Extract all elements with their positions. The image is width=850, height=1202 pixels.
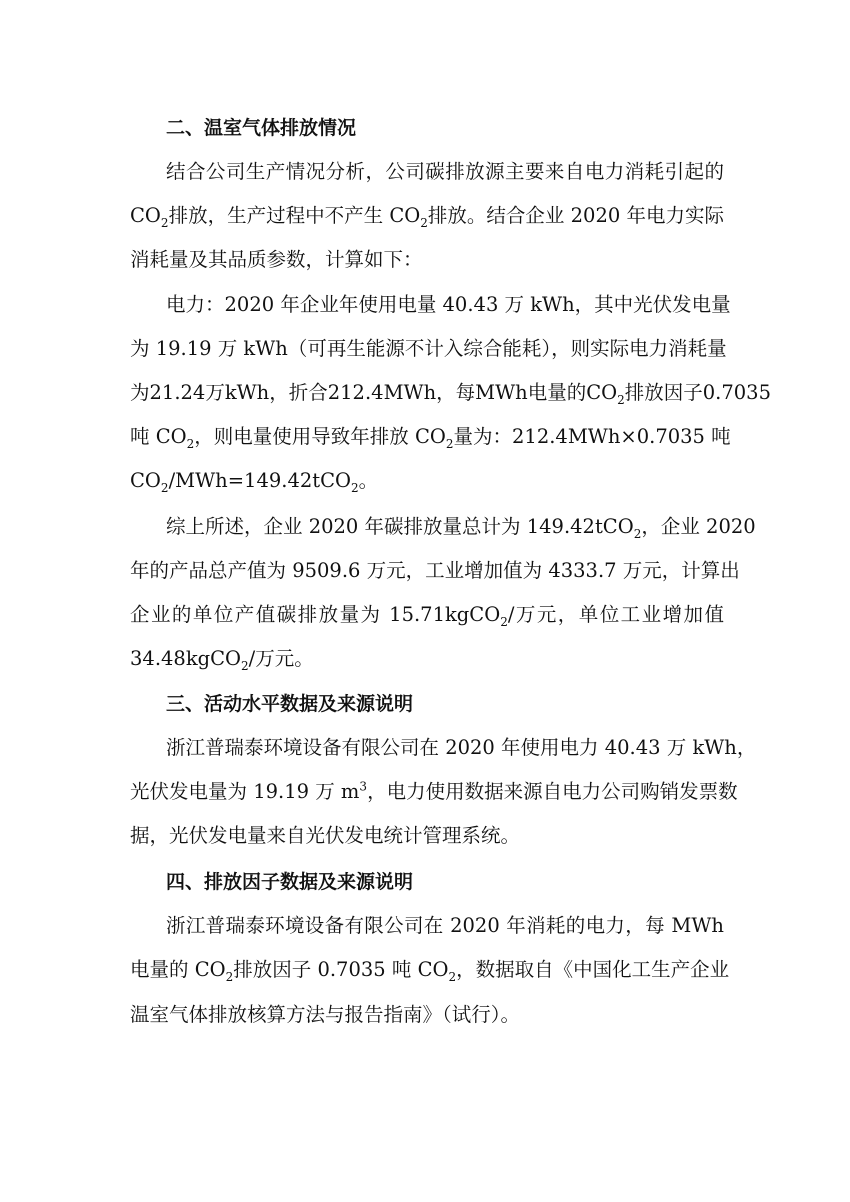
section-heading-emission-factor: 四、排放因子数据及来源说明: [166, 871, 414, 893]
text-line: 温室气体排放核算方法与报告指南》（试行）。: [130, 1003, 521, 1026]
text-line: 光伏发电量为 19.19 万 $m^3$，电力使用数据来源自电力公司购销发票数: [130, 779, 738, 803]
text-line: 年的产品总产值为 9509.6 万元，工业增加值为 4333.7 万元，计算出: [130, 559, 740, 582]
section-heading-emissions: 二、温室气体排放情况: [166, 117, 357, 139]
text-line: 结合公司生产情况分析，公司碳排放源主要来自电力消耗引起的: [166, 160, 724, 183]
text-line: 电力：2020 年企业年使用电量 40.43 万 kWh，其中光伏发电量: [166, 293, 731, 316]
text-line: 为21.24万kWh，折合212.4MWh，每MWh电量的$CO_2$排放因子0.7035: [130, 381, 771, 407]
text-line: 电量的 $CO_2$排放因子 0.7035 吨 $CO_2$，数据取自《中国化工生产企业: [130, 958, 730, 984]
text-line: $CO_2$排放，生产过程中不产生 $CO_2$排放。结合企业 2020 年电力实际: [130, 204, 724, 230]
text-line: 据，光伏发电量来自光伏发电统计管理系统。: [130, 824, 521, 847]
text-line: 浙江普瑞泰环境设备有限公司在 2020 年消耗的电力，每 MWh: [166, 914, 724, 937]
text-line: 企业的单位产值碳排放量为 15.71kgCO$_2$/万元，单位工业增加值: [130, 603, 724, 629]
text-line: 消耗量及其品质参数，计算如下：: [130, 248, 423, 271]
text-line: 浙江普瑞泰环境设备有限公司在 2020 年使用电力 40.43 万 kWh，: [166, 736, 757, 759]
section-heading-activity-data: 三、活动水平数据及来源说明: [166, 693, 414, 715]
text-line: 为 19.19 万 kWh（可再生能源不计入综合能耗），则实际电力消耗量: [130, 337, 727, 360]
text-line: 34.48kgCO$_2$/万元。: [130, 647, 314, 673]
text-line: 综上所述，企业 2020 年碳排放量总计为 149.42tCO$_2$，企业 2020: [166, 515, 756, 541]
text-line: 吨 $CO_2$，则电量使用导致年排放 $CO_2$量为：212.4MWh×0.7035 吨: [130, 425, 731, 451]
text-line: $CO_2/MWh=149.42tCO_2$。: [130, 469, 379, 495]
